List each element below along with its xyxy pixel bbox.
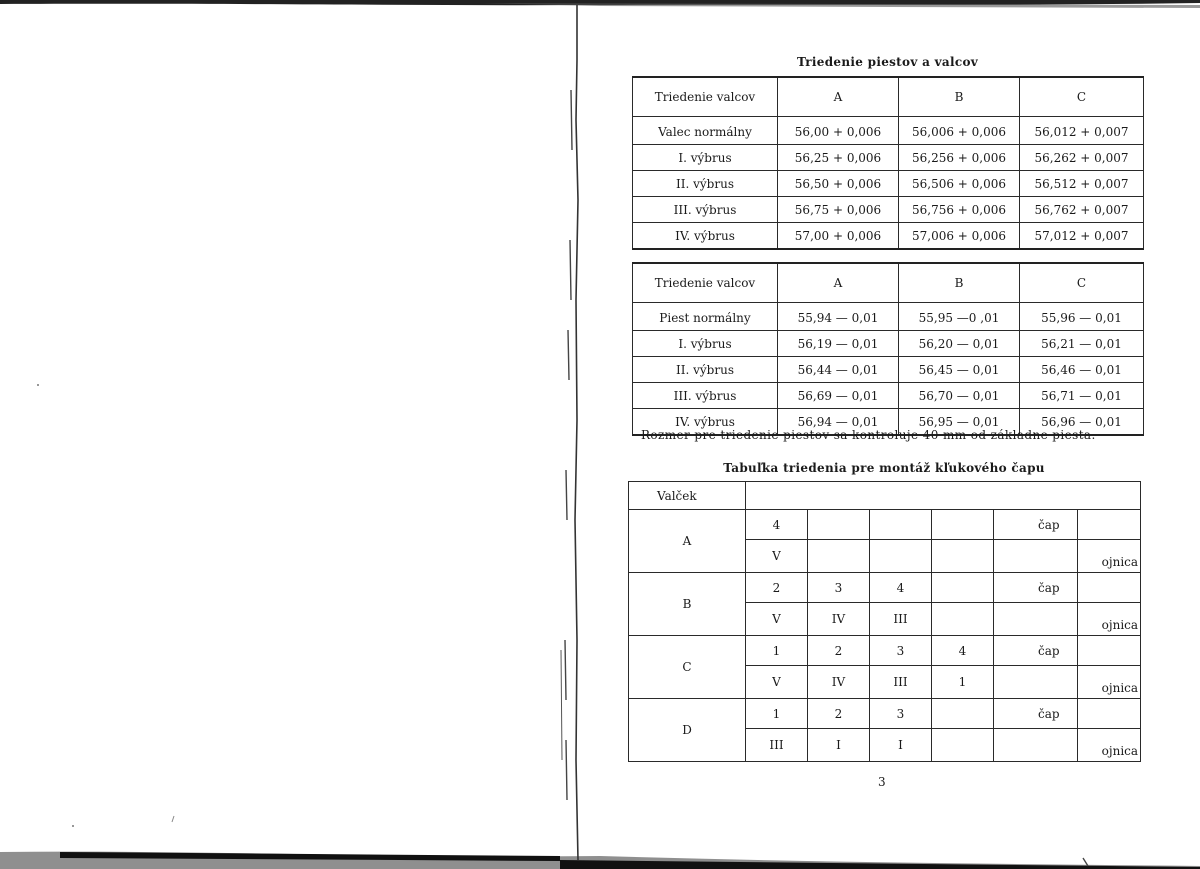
value-cell: 56,20 — 0,01 <box>899 331 1020 357</box>
header-cell: C <box>1020 263 1144 303</box>
table-row <box>633 331 1144 357</box>
table-row <box>629 510 1141 540</box>
table-row <box>633 383 1144 409</box>
ojnica-value: V <box>746 603 808 636</box>
value-cell: 57,012 + 0,007 <box>1020 223 1144 250</box>
measurement-note: Rozmer pre triedenie piestov sa kontroluje 40 mm od základne piesta. <box>641 428 1096 442</box>
cap-value <box>932 699 994 729</box>
cylinder-sorting-table <box>632 76 1144 250</box>
cap-value: 4 <box>746 510 808 540</box>
ojnica-value <box>870 540 932 573</box>
value-cell: 56,45 — 0,01 <box>899 357 1020 383</box>
group-label: C <box>629 636 746 699</box>
blank-cell <box>1078 573 1141 603</box>
table-row <box>629 573 1141 603</box>
table-row <box>629 636 1141 666</box>
value-cell: 55,96 — 0,01 <box>1020 303 1144 331</box>
ojnica-label: ojnica <box>1078 729 1141 762</box>
table1-title: Triedenie piestov a valcov <box>796 55 979 69</box>
value-cell: 56,96 — 0,01 <box>1020 409 1144 436</box>
row-label: IV. výbrus <box>633 409 778 436</box>
table-row <box>633 171 1144 197</box>
header-cell: C <box>1020 77 1144 117</box>
ojnica-value <box>932 540 994 573</box>
header-cell: Valček <box>629 482 746 510</box>
value-cell: 56,94 — 0,01 <box>778 409 899 436</box>
value-cell: 56,506 + 0,006 <box>899 171 1020 197</box>
table-row <box>633 117 1144 145</box>
table-row <box>633 303 1144 331</box>
blank-cell <box>1078 699 1141 729</box>
blank-cell <box>1078 636 1141 666</box>
ojnica-value <box>932 729 994 762</box>
value-cell: 56,00 + 0,006 <box>778 117 899 145</box>
page-number: 3 <box>878 775 886 789</box>
cap-value <box>870 510 932 540</box>
value-cell: 56,50 + 0,006 <box>778 171 899 197</box>
row-label: II. výbrus <box>633 171 778 197</box>
value-cell: 56,69 — 0,01 <box>778 383 899 409</box>
cap-label: čap <box>994 636 1078 666</box>
header-cell: B <box>899 263 1020 303</box>
cap-value: 2 <box>808 636 870 666</box>
cap-value <box>932 510 994 540</box>
header-cell: A <box>778 77 899 117</box>
row-label: IV. výbrus <box>633 223 778 250</box>
row-label: I. výbrus <box>633 331 778 357</box>
row-label: III. výbrus <box>633 197 778 223</box>
value-cell: 56,512 + 0,007 <box>1020 171 1144 197</box>
value-cell: 56,262 + 0,007 <box>1020 145 1144 171</box>
row-label: Valec normálny <box>633 117 778 145</box>
ojnica-label: ojnica <box>1078 603 1141 636</box>
header-cell: Triedenie valcov <box>633 77 778 117</box>
cap-value: 1 <box>746 699 808 729</box>
cap-value <box>808 510 870 540</box>
cap-value: 2 <box>746 573 808 603</box>
value-cell: 55,95 —0 ,01 <box>899 303 1020 331</box>
cap-value: 4 <box>932 636 994 666</box>
cap-value: 2 <box>808 699 870 729</box>
ojnica-value: III <box>870 603 932 636</box>
value-cell: 56,762 + 0,007 <box>1020 197 1144 223</box>
cap-value: 3 <box>870 636 932 666</box>
group-label: A <box>629 510 746 573</box>
value-cell: 56,95 — 0,01 <box>899 409 1020 436</box>
row-label: II. výbrus <box>633 357 778 383</box>
value-cell: 56,25 + 0,006 <box>778 145 899 171</box>
value-cell: 55,94 — 0,01 <box>778 303 899 331</box>
blank-cell <box>994 603 1078 636</box>
group-label: B <box>629 573 746 636</box>
cap-value: 1 <box>746 636 808 666</box>
blank-cell <box>994 729 1078 762</box>
ojnica-label: ojnica <box>1078 540 1141 573</box>
value-cell: 56,756 + 0,006 <box>899 197 1020 223</box>
cap-value: 3 <box>808 573 870 603</box>
blank-cell <box>1078 510 1141 540</box>
value-cell: 56,256 + 0,006 <box>899 145 1020 171</box>
group-label: D <box>629 699 746 762</box>
ojnica-value <box>808 540 870 573</box>
ojnica-value: IV <box>808 666 870 699</box>
cap-value: 3 <box>870 699 932 729</box>
ojnica-value: V <box>746 666 808 699</box>
ojnica-label: ojnica <box>1078 666 1141 699</box>
value-cell: 56,75 + 0,006 <box>778 197 899 223</box>
value-cell: 56,46 — 0,01 <box>1020 357 1144 383</box>
ojnica-value: 1 <box>932 666 994 699</box>
crank-pin-assembly-table <box>628 481 1141 762</box>
header-blank-cell <box>746 482 1141 510</box>
table-row <box>633 223 1144 250</box>
ojnica-value: V <box>746 540 808 573</box>
value-cell: 56,19 — 0,01 <box>778 331 899 357</box>
table-row <box>629 699 1141 729</box>
table-row <box>633 197 1144 223</box>
ojnica-value: I <box>808 729 870 762</box>
header-cell: Triedenie valcov <box>633 263 778 303</box>
value-cell: 56,71 — 0,01 <box>1020 383 1144 409</box>
blank-cell <box>994 540 1078 573</box>
piston-sorting-table <box>632 262 1144 436</box>
cap-value: 4 <box>870 573 932 603</box>
header-cell: B <box>899 77 1020 117</box>
ojnica-value: IV <box>808 603 870 636</box>
value-cell: 57,006 + 0,006 <box>899 223 1020 250</box>
cap-label: čap <box>994 699 1078 729</box>
row-label: Piest normálny <box>633 303 778 331</box>
value-cell: 56,21 — 0,01 <box>1020 331 1144 357</box>
header-cell: A <box>778 263 899 303</box>
cap-label: čap <box>994 573 1078 603</box>
value-cell: 56,70 — 0,01 <box>899 383 1020 409</box>
table-row <box>633 357 1144 383</box>
blank-cell <box>994 666 1078 699</box>
table-row <box>633 145 1144 171</box>
table3-title: Tabuľka triedenia pre montáž kľukového čapu <box>723 461 1045 475</box>
value-cell: 56,006 + 0,006 <box>899 117 1020 145</box>
value-cell: 57,00 + 0,006 <box>778 223 899 250</box>
cap-label: čap <box>994 510 1078 540</box>
ojnica-value: III <box>870 666 932 699</box>
ojnica-value <box>932 603 994 636</box>
cap-value <box>932 573 994 603</box>
ojnica-value: III <box>746 729 808 762</box>
row-label: I. výbrus <box>633 145 778 171</box>
value-cell: 56,012 + 0,007 <box>1020 117 1144 145</box>
row-label: III. výbrus <box>633 383 778 409</box>
value-cell: 56,44 — 0,01 <box>778 357 899 383</box>
ojnica-value: I <box>870 729 932 762</box>
